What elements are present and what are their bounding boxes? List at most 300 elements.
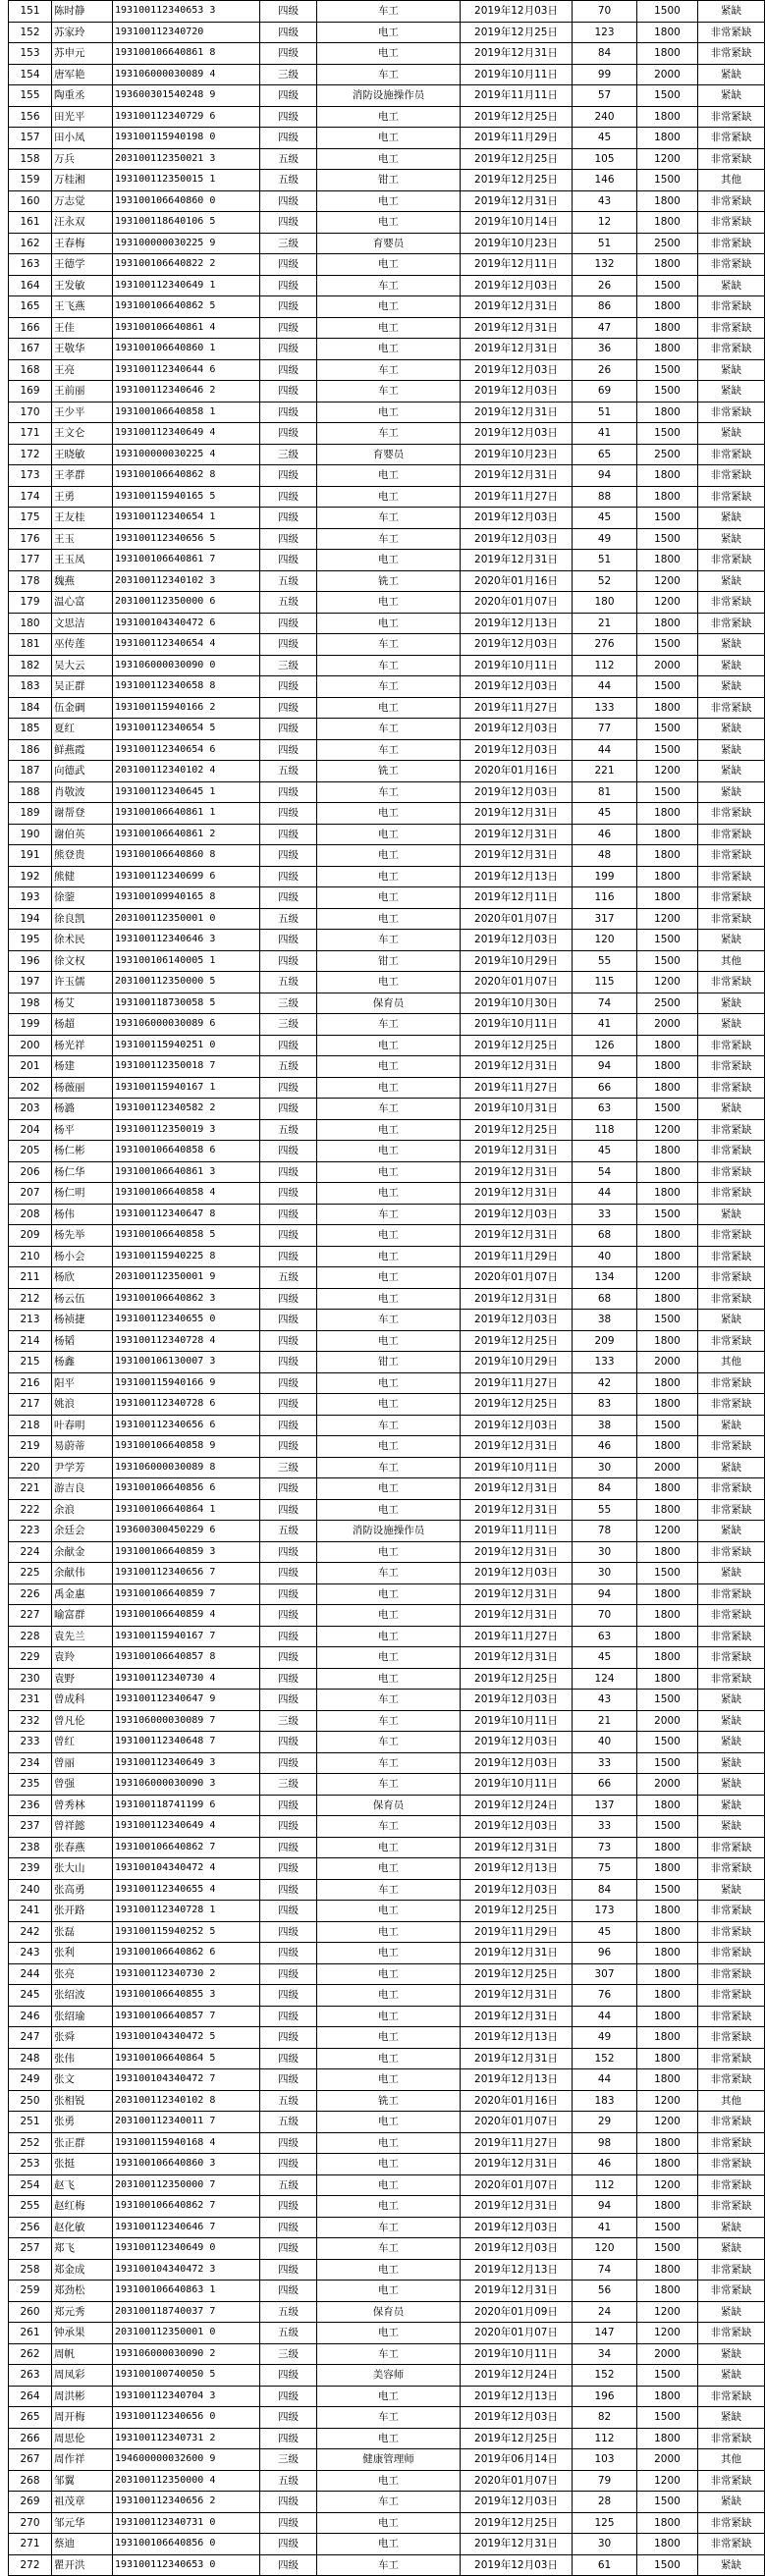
subsidy-cell: 1800	[637, 1035, 698, 1056]
occupation-cell: 电工	[317, 908, 461, 930]
row-number: 173	[9, 465, 52, 487]
table-row	[9, 339, 765, 360]
level-cell: 四级	[260, 1605, 317, 1627]
subsidy-cell: 1800	[637, 2386, 698, 2407]
date-cell: 2019年12月03日	[461, 1690, 573, 1711]
name-cell: 王飞燕	[52, 296, 113, 318]
occupation-cell: 电工	[317, 697, 461, 719]
shortage-cell: 非常紧缺	[698, 845, 765, 867]
count-cell: 69	[573, 381, 637, 402]
subsidy-cell: 1800	[637, 845, 698, 867]
certificate-number-cell: 193100106640861 3	[113, 1161, 260, 1183]
certificate-number-cell: 193106000030089 7	[113, 1710, 260, 1732]
occupation-cell: 消防设施操作员	[317, 85, 461, 107]
level-cell: 四级	[260, 2492, 317, 2513]
occupation-cell: 车工	[317, 2238, 461, 2260]
certificate-number-cell: 203100112350000 7	[113, 2174, 260, 2196]
count-cell: 30	[573, 1563, 637, 1584]
row-number: 219	[9, 1436, 52, 1458]
level-cell: 三级	[260, 1014, 317, 1036]
name-cell: 杨平	[52, 1119, 113, 1141]
level-cell: 四级	[260, 1901, 317, 1922]
occupation-cell: 车工	[317, 1457, 461, 1478]
certificate-number-cell: 193100106640861 2	[113, 824, 260, 845]
level-cell: 四级	[260, 1499, 317, 1521]
shortage-cell: 非常紧缺	[698, 2196, 765, 2218]
date-cell: 2019年12月03日	[461, 1563, 573, 1584]
shortage-cell: 非常紧缺	[698, 148, 765, 170]
occupation-cell: 电工	[317, 866, 461, 887]
row-number: 181	[9, 634, 52, 656]
name-cell: 余献伟	[52, 1563, 113, 1584]
date-cell: 2020年01月07日	[461, 2112, 573, 2133]
row-number: 215	[9, 1352, 52, 1373]
certificate-number-cell: 194600000032600 9	[113, 2449, 260, 2471]
date-cell: 2019年10月11日	[461, 1457, 573, 1478]
count-cell: 52	[573, 570, 637, 592]
count-cell: 183	[573, 2090, 637, 2112]
count-cell: 103	[573, 2449, 637, 2471]
occupation-cell: 车工	[317, 423, 461, 445]
date-cell: 2019年10月30日	[461, 993, 573, 1014]
occupation-cell: 电工	[317, 1330, 461, 1352]
shortage-cell: 非常紧缺	[698, 2323, 765, 2344]
subsidy-cell: 1800	[637, 1963, 698, 1985]
date-cell: 2019年12月03日	[461, 1204, 573, 1225]
count-cell: 173	[573, 1901, 637, 1922]
shortage-cell: 非常紧缺	[698, 1161, 765, 1183]
row-number: 247	[9, 2027, 52, 2049]
name-cell: 周思伦	[52, 2428, 113, 2449]
subsidy-cell: 1500	[637, 1563, 698, 1584]
row-number: 193	[9, 887, 52, 909]
subsidy-cell: 1800	[637, 2259, 698, 2281]
occupation-cell: 车工	[317, 1710, 461, 1732]
row-number: 200	[9, 1035, 52, 1056]
subsidy-cell: 2000	[637, 655, 698, 676]
date-cell: 2019年12月31日	[461, 2006, 573, 2027]
level-cell: 四级	[260, 2154, 317, 2175]
name-cell: 张绍波	[52, 1985, 113, 2007]
shortage-cell: 非常紧缺	[698, 1267, 765, 1289]
date-cell: 2019年12月25日	[461, 170, 573, 191]
row-number: 172	[9, 444, 52, 465]
occupation-cell: 电工	[317, 1183, 461, 1205]
count-cell: 46	[573, 1436, 637, 1458]
name-cell: 徐文权	[52, 950, 113, 972]
row-number: 151	[9, 1, 52, 23]
certificate-number-cell: 203100112350000 6	[113, 592, 260, 614]
shortage-cell: 非常紧缺	[698, 2112, 765, 2133]
level-cell: 四级	[260, 2281, 317, 2302]
subsidy-cell: 1800	[637, 2132, 698, 2154]
table-row	[9, 1310, 765, 1331]
table-row	[9, 2534, 765, 2555]
occupation-cell: 电工	[317, 212, 461, 234]
count-cell: 73	[573, 1837, 637, 1858]
level-cell: 四级	[260, 1732, 317, 1753]
shortage-cell: 紧缺	[698, 1710, 765, 1732]
level-cell: 四级	[260, 1225, 317, 1247]
subsidy-cell: 1200	[637, 2323, 698, 2344]
date-cell: 2019年12月31日	[461, 1436, 573, 1458]
name-cell: 谢伯英	[52, 824, 113, 845]
certificate-number-cell: 193100112340730 4	[113, 1668, 260, 1690]
name-cell: 王佳	[52, 317, 113, 339]
row-number: 186	[9, 739, 52, 761]
occupation-cell: 车工	[317, 1752, 461, 1774]
row-number: 212	[9, 1288, 52, 1310]
table-row	[9, 233, 765, 254]
certificate-number-cell: 193106000030089 8	[113, 1457, 260, 1478]
certificate-number-cell: 193106000030090 0	[113, 655, 260, 676]
name-cell: 张勇	[52, 2112, 113, 2133]
certificate-number-cell: 193100106640860 0	[113, 190, 260, 212]
date-cell: 2019年12月31日	[461, 2196, 573, 2218]
level-cell: 三级	[260, 2343, 317, 2365]
row-number: 258	[9, 2259, 52, 2281]
shortage-cell: 紧缺	[698, 1774, 765, 1796]
subsidy-cell: 1500	[637, 676, 698, 698]
row-number: 237	[9, 1816, 52, 1838]
count-cell: 75	[573, 1858, 637, 1880]
table-body	[9, 1, 765, 2576]
shortage-cell: 紧缺	[698, 655, 765, 676]
name-cell: 杨小会	[52, 1246, 113, 1267]
count-cell: 307	[573, 1963, 637, 1985]
certificate-number-cell: 203100112340102 4	[113, 761, 260, 782]
occupation-cell: 车工	[317, 1732, 461, 1753]
certificate-number-cell: 203100112350021 3	[113, 148, 260, 170]
level-cell: 四级	[260, 719, 317, 740]
shortage-cell: 其他	[698, 1352, 765, 1373]
count-cell: 84	[573, 43, 637, 65]
row-number: 240	[9, 1879, 52, 1901]
shortage-cell: 非常紧缺	[698, 1056, 765, 1078]
table-row	[9, 1710, 765, 1732]
table-row	[9, 993, 765, 1014]
shortage-cell: 非常紧缺	[698, 254, 765, 276]
certificate-number-cell: 193100112340731 2	[113, 2428, 260, 2449]
table-row	[9, 1563, 765, 1584]
name-cell: 陈时静	[52, 1, 113, 23]
name-cell: 王亮	[52, 359, 113, 381]
shortage-cell: 非常紧缺	[698, 1499, 765, 1521]
count-cell: 98	[573, 2132, 637, 2154]
name-cell: 余献金	[52, 1541, 113, 1563]
occupation-cell: 车工	[317, 2343, 461, 2365]
shortage-cell: 非常紧缺	[698, 1583, 765, 1605]
count-cell: 45	[573, 1141, 637, 1162]
level-cell: 四级	[260, 254, 317, 276]
certificate-number-cell: 193100115940198 0	[113, 128, 260, 149]
occupation-cell: 车工	[317, 1204, 461, 1225]
date-cell: 2019年12月31日	[461, 1541, 573, 1563]
certificate-number-cell: 203100112350001 0	[113, 908, 260, 930]
certificate-number-cell: 193100112350015 1	[113, 170, 260, 191]
date-cell: 2019年12月03日	[461, 359, 573, 381]
date-cell: 2019年12月31日	[461, 43, 573, 65]
row-number: 221	[9, 1478, 52, 1500]
certificate-number-cell: 193100112340653 0	[113, 2554, 260, 2576]
level-cell: 五级	[260, 1267, 317, 1289]
count-cell: 146	[573, 170, 637, 191]
row-number: 236	[9, 1795, 52, 1816]
occupation-cell: 车工	[317, 1774, 461, 1796]
table-row	[9, 2174, 765, 2196]
occupation-cell: 电工	[317, 1605, 461, 1627]
shortage-cell: 紧缺	[698, 2343, 765, 2365]
name-cell: 万桂湘	[52, 170, 113, 191]
occupation-cell: 电工	[317, 1626, 461, 1647]
table-row	[9, 739, 765, 761]
certificate-number-cell: 193100112340731 0	[113, 2512, 260, 2534]
occupation-cell: 电工	[317, 1647, 461, 1669]
occupation-cell: 车工	[317, 2554, 461, 2576]
count-cell: 51	[573, 233, 637, 254]
row-number: 154	[9, 64, 52, 85]
level-cell: 三级	[260, 64, 317, 85]
row-number: 213	[9, 1310, 52, 1331]
subsidy-cell: 1500	[637, 1879, 698, 1901]
name-cell: 王玉	[52, 528, 113, 550]
table-row	[9, 1141, 765, 1162]
level-cell: 四级	[260, 402, 317, 423]
name-cell: 郑飞	[52, 2238, 113, 2260]
count-cell: 45	[573, 1921, 637, 1943]
level-cell: 四级	[260, 339, 317, 360]
date-cell: 2019年12月03日	[461, 1310, 573, 1331]
row-number: 203	[9, 1099, 52, 1120]
subsidy-cell: 1500	[637, 2365, 698, 2387]
name-cell: 王孝群	[52, 465, 113, 487]
date-cell: 2019年12月31日	[461, 550, 573, 571]
certificate-number-cell: 193100112340646 7	[113, 2217, 260, 2238]
shortage-cell: 紧缺	[698, 676, 765, 698]
subsidy-cell: 1800	[637, 1478, 698, 1500]
shortage-cell: 非常紧缺	[698, 317, 765, 339]
occupation-cell: 电工	[317, 2154, 461, 2175]
occupation-cell: 车工	[317, 930, 461, 951]
date-cell: 2019年12月03日	[461, 930, 573, 951]
date-cell: 2019年12月13日	[461, 866, 573, 887]
date-cell: 2019年12月31日	[461, 1837, 573, 1858]
level-cell: 五级	[260, 148, 317, 170]
subsidy-cell: 1800	[637, 1985, 698, 2007]
row-number: 225	[9, 1563, 52, 1584]
count-cell: 133	[573, 1352, 637, 1373]
subsidy-cell: 1800	[637, 106, 698, 128]
row-number: 176	[9, 528, 52, 550]
table-row	[9, 2006, 765, 2027]
occupation-cell: 车工	[317, 1690, 461, 1711]
name-cell: 陶重丞	[52, 85, 113, 107]
shortage-cell: 紧缺	[698, 1, 765, 23]
occupation-cell: 钳工	[317, 170, 461, 191]
shortage-cell: 紧缺	[698, 739, 765, 761]
shortage-cell: 紧缺	[698, 1563, 765, 1584]
shortage-cell: 非常紧缺	[698, 1647, 765, 1669]
count-cell: 36	[573, 339, 637, 360]
row-number: 197	[9, 972, 52, 993]
table-row	[9, 950, 765, 972]
occupation-cell: 电工	[317, 106, 461, 128]
subsidy-cell: 2500	[637, 233, 698, 254]
table-row	[9, 128, 765, 149]
subsidy-cell: 1800	[637, 1858, 698, 1880]
name-cell: 叶春明	[52, 1415, 113, 1436]
count-cell: 44	[573, 739, 637, 761]
shortage-cell: 紧缺	[698, 2301, 765, 2323]
subsidy-cell: 1500	[637, 85, 698, 107]
date-cell: 2019年12月31日	[461, 2048, 573, 2069]
certificate-number-cell: 193100106640857 8	[113, 1647, 260, 1669]
occupation-cell: 车工	[317, 1563, 461, 1584]
row-number: 269	[9, 2492, 52, 2513]
level-cell: 五级	[260, 170, 317, 191]
subsidy-cell: 1500	[637, 1690, 698, 1711]
row-number: 187	[9, 761, 52, 782]
name-cell: 张舜	[52, 2027, 113, 2049]
date-cell: 2019年12月31日	[461, 1478, 573, 1500]
count-cell: 120	[573, 2238, 637, 2260]
subsidy-cell: 1800	[637, 465, 698, 487]
table-row	[9, 1690, 765, 1711]
occupation-cell: 电工	[317, 1985, 461, 2007]
count-cell: 79	[573, 2470, 637, 2492]
subsidy-cell: 2000	[637, 2343, 698, 2365]
level-cell: 四级	[260, 317, 317, 339]
certificate-number-cell: 193100106640860 8	[113, 845, 260, 867]
occupation-cell: 电工	[317, 1541, 461, 1563]
subsidy-cell: 1500	[637, 381, 698, 402]
occupation-cell: 电工	[317, 1921, 461, 1943]
row-number: 224	[9, 1541, 52, 1563]
certificate-number-cell: 193100112340704 3	[113, 2386, 260, 2407]
shortage-cell: 非常紧缺	[698, 2512, 765, 2534]
occupation-cell: 电工	[317, 1436, 461, 1458]
count-cell: 40	[573, 1732, 637, 1753]
table-row	[9, 761, 765, 782]
occupation-cell: 车工	[317, 655, 461, 676]
table-row	[9, 106, 765, 128]
occupation-cell: 车工	[317, 359, 461, 381]
name-cell: 谢帮登	[52, 803, 113, 825]
date-cell: 2019年10月29日	[461, 950, 573, 972]
date-cell: 2019年11月29日	[461, 1921, 573, 1943]
name-cell: 杨薇丽	[52, 1077, 113, 1099]
name-cell: 易蔚蒂	[52, 1436, 113, 1458]
date-cell: 2019年12月03日	[461, 676, 573, 698]
row-number: 238	[9, 1837, 52, 1858]
table-row	[9, 64, 765, 85]
occupation-cell: 保育员	[317, 2301, 461, 2323]
subsidy-cell: 1800	[637, 2534, 698, 2555]
occupation-cell: 电工	[317, 1837, 461, 1858]
certificate-number-cell: 193100106640858 5	[113, 1225, 260, 1247]
certificate-number-cell: 193100112340730 2	[113, 1963, 260, 1985]
subsidy-cell: 1800	[637, 550, 698, 571]
shortage-cell: 紧缺	[698, 719, 765, 740]
certificate-number-cell: 193100104340472 6	[113, 613, 260, 634]
date-cell: 2019年12月03日	[461, 1, 573, 23]
count-cell: 63	[573, 1626, 637, 1647]
table-row	[9, 1985, 765, 2007]
level-cell: 四级	[260, 1752, 317, 1774]
date-cell: 2019年12月13日	[461, 2386, 573, 2407]
shortage-cell: 非常紧缺	[698, 212, 765, 234]
certificate-number-cell: 193100112340656 6	[113, 1415, 260, 1436]
certificate-number-cell: 193100112340655 4	[113, 1879, 260, 1901]
row-number: 249	[9, 2069, 52, 2091]
level-cell: 五级	[260, 1521, 317, 1542]
name-cell: 徐良凯	[52, 908, 113, 930]
certificate-number-cell: 193100115940166 9	[113, 1372, 260, 1394]
date-cell: 2019年12月31日	[461, 402, 573, 423]
subsidy-cell: 1800	[637, 1647, 698, 1669]
row-number: 192	[9, 866, 52, 887]
count-cell: 44	[573, 2006, 637, 2027]
level-cell: 四级	[260, 1626, 317, 1647]
level-cell: 四级	[260, 1879, 317, 1901]
date-cell: 2020年01月07日	[461, 972, 573, 993]
level-cell: 五级	[260, 761, 317, 782]
level-cell: 四级	[260, 1921, 317, 1943]
subsidy-cell: 1800	[637, 1901, 698, 1922]
date-cell: 2019年12月31日	[461, 2534, 573, 2555]
date-cell: 2019年12月03日	[461, 423, 573, 445]
table-row	[9, 845, 765, 867]
table-row	[9, 2069, 765, 2091]
count-cell: 124	[573, 1668, 637, 1690]
date-cell: 2019年12月24日	[461, 2365, 573, 2387]
subsidy-cell: 1500	[637, 528, 698, 550]
level-cell: 四级	[260, 1837, 317, 1858]
shortage-cell: 非常紧缺	[698, 1119, 765, 1141]
level-cell: 四级	[260, 1352, 317, 1373]
occupation-cell: 车工	[317, 739, 461, 761]
shortage-cell: 紧缺	[698, 381, 765, 402]
table-row	[9, 2048, 765, 2069]
name-cell: 袁先兰	[52, 1626, 113, 1647]
date-cell: 2019年12月31日	[461, 845, 573, 867]
subsidy-cell: 1800	[637, 1541, 698, 1563]
shortage-cell: 紧缺	[698, 930, 765, 951]
occupation-cell: 车工	[317, 275, 461, 296]
shortage-cell: 非常紧缺	[698, 2132, 765, 2154]
row-number: 190	[9, 824, 52, 845]
level-cell: 四级	[260, 423, 317, 445]
count-cell: 96	[573, 1943, 637, 1964]
subsidy-cell: 1800	[637, 1288, 698, 1310]
name-cell: 禹金惠	[52, 1583, 113, 1605]
date-cell: 2019年12月31日	[461, 803, 573, 825]
certificate-number-cell: 193100106640857 7	[113, 2006, 260, 2027]
level-cell: 四级	[260, 2534, 317, 2555]
name-cell: 曾强	[52, 1774, 113, 1796]
level-cell: 四级	[260, 1943, 317, 1964]
certificate-number-cell: 193100106640856 6	[113, 1478, 260, 1500]
name-cell: 杨先举	[52, 1225, 113, 1247]
certificate-number-cell: 203100112350000 4	[113, 2470, 260, 2492]
table-row	[9, 170, 765, 191]
count-cell: 41	[573, 1014, 637, 1036]
certificate-number-cell: 193100112350018 7	[113, 1056, 260, 1078]
date-cell: 2019年12月31日	[461, 1943, 573, 1964]
date-cell: 2019年10月23日	[461, 233, 573, 254]
level-cell: 四级	[260, 2428, 317, 2449]
date-cell: 2019年10月23日	[461, 444, 573, 465]
